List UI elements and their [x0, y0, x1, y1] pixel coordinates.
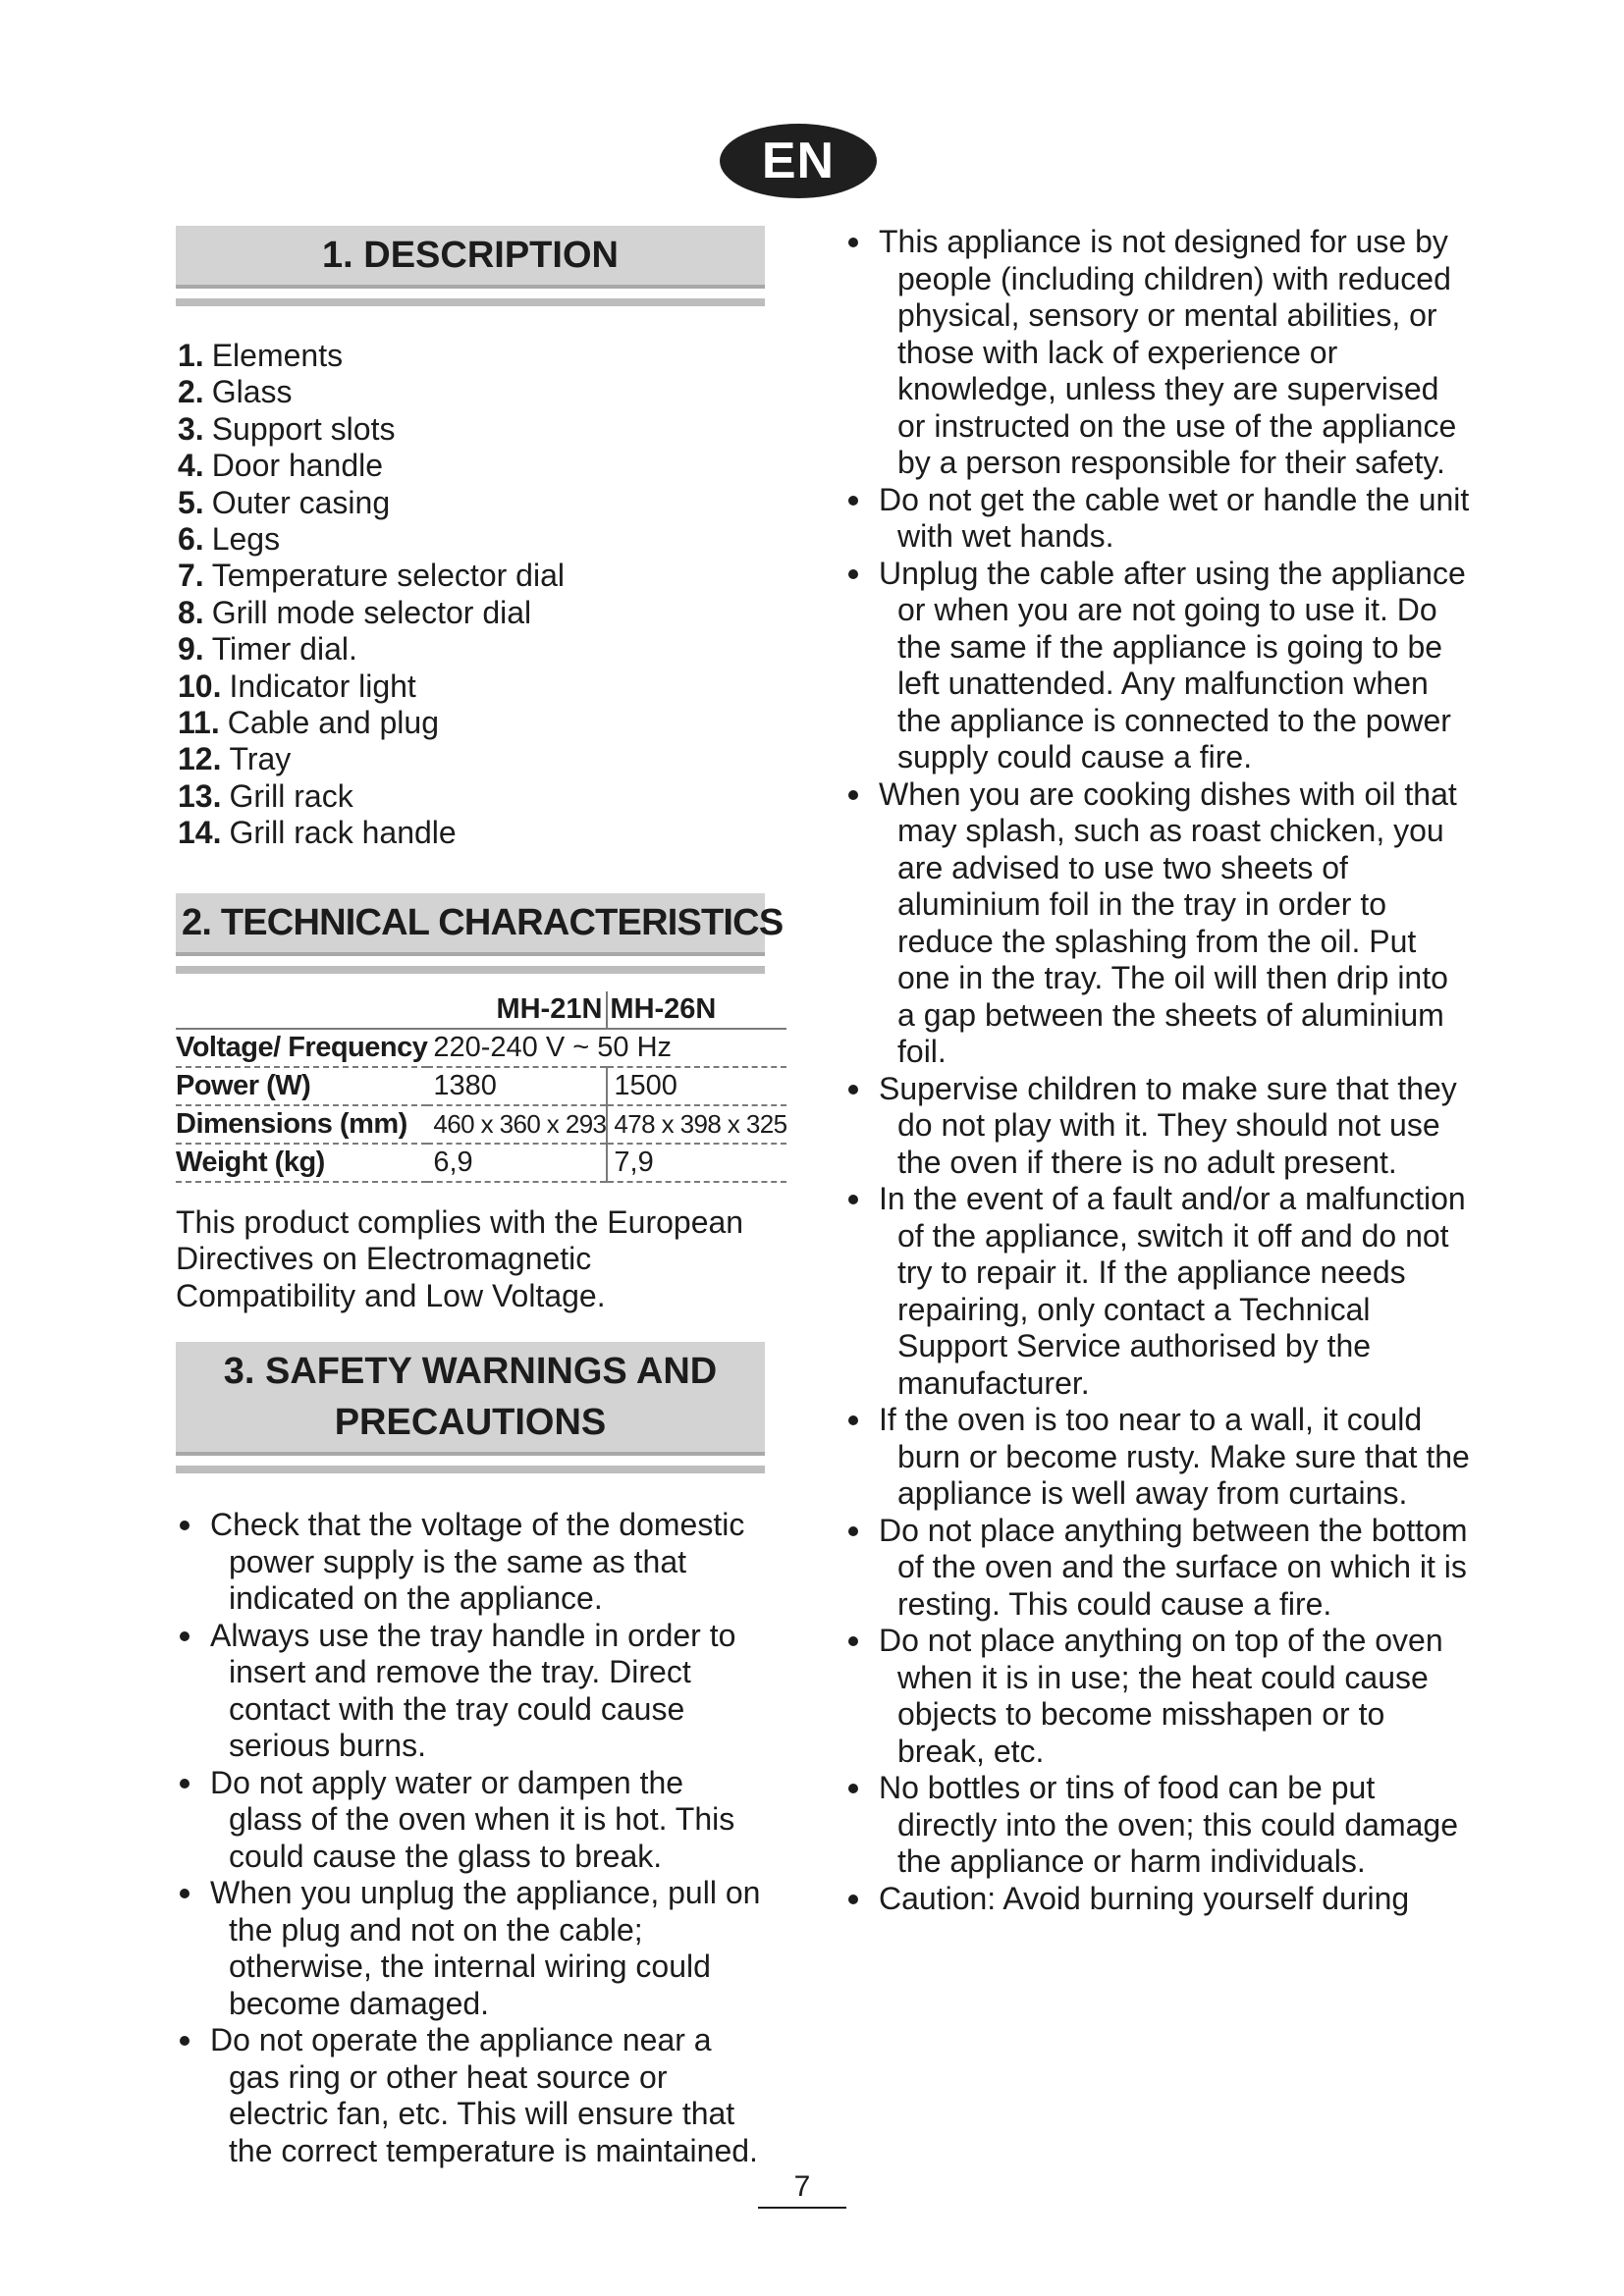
description-item [178, 668, 765, 705]
spec-row-voltage [176, 1029, 786, 1067]
safety-item-text: Do not apply water or dampen the glass of the oven when it is hot. This could cause the glass to break. [210, 1764, 735, 1874]
safety-item [844, 776, 1473, 1071]
item-label: Timer dial. [211, 631, 357, 667]
safety-item [844, 1071, 1473, 1182]
description-list [178, 338, 765, 852]
bullet-icon [848, 1526, 858, 1536]
description-item [178, 595, 765, 631]
safety-item-text: Supervise children to make sure that they do not play with it. They should not use the oven if there is no adult present. [879, 1070, 1457, 1180]
spec-value: 220-240 V ~ 50 Hz [427, 1029, 786, 1067]
item-label: Tray [229, 741, 292, 777]
safety-item-text: Do not place anything between the bottom of the oven and the surface on which it is resting. This could cause a fire. [879, 1512, 1468, 1622]
safety-heading-line1: 3. SAFETY WARNINGS AND [223, 1351, 718, 1393]
technical-heading: 2. TECHNICAL CHARACTERISTICS [176, 893, 765, 956]
spec-table [176, 991, 786, 1183]
item-label: Indicator light [229, 667, 416, 704]
spec-label: Voltage/ Frequency [176, 1029, 427, 1067]
bullet-icon [180, 2036, 189, 2046]
safety-item [176, 1875, 765, 2022]
item-label: Grill rack [229, 777, 353, 814]
safety-item [844, 1513, 1473, 1624]
left-column [176, 226, 787, 2169]
safety-item [176, 1765, 765, 1876]
spec-row-weight [176, 1144, 786, 1182]
safety-item [844, 482, 1473, 556]
item-number: 14. [178, 815, 222, 851]
description-item [178, 338, 765, 374]
item-label: Grill mode selector dial [211, 594, 532, 630]
item-label: Support slots [211, 410, 396, 447]
item-label: Door handle [211, 448, 384, 484]
spec-header-row [176, 991, 786, 1029]
item-number: 12. [178, 741, 222, 777]
item-number: 6. [178, 521, 204, 558]
safety-heading [176, 1342, 765, 1456]
description-item [178, 521, 765, 558]
safety-item [844, 1402, 1473, 1513]
safety-list-left [176, 1507, 765, 2169]
item-number: 1. [178, 338, 204, 373]
safety-item-text: Always use the tray handle in order to insert and remove the tray. Direct contact with the tray could cause serious burns. [210, 1617, 736, 1764]
bullet-icon [848, 1895, 858, 1904]
item-number: 9. [178, 631, 204, 667]
description-item [178, 778, 765, 815]
spec-label: Weight (kg) [176, 1144, 427, 1182]
item-number: 7. [178, 558, 204, 594]
item-number: 2. [178, 374, 204, 410]
bullet-icon [848, 790, 858, 800]
spec-label: Power (W) [176, 1067, 427, 1105]
item-label: Outer casing [211, 484, 391, 520]
spec-value: 6,9 [427, 1144, 607, 1182]
safety-item-text: When you unplug the appliance, pull on the plug and not on the cable; otherwise, the internal wiring could become damaged. [210, 1875, 761, 2021]
safety-item [844, 556, 1473, 776]
safety-list-right [844, 224, 1473, 1917]
spec-row-dimensions [176, 1105, 786, 1144]
safety-item-text: Do not operate the appliance near a gas ring or other heat source or electric fan, etc. This will ensure that the correct temperature is maintained. [210, 2022, 758, 2168]
safety-item-text: Do not place anything on top of the oven when it is in use; the heat could cause objects to become misshapen or to break, etc. [879, 1623, 1443, 1769]
bullet-icon [180, 1779, 189, 1789]
safety-item [176, 1507, 765, 1618]
safety-item [844, 224, 1473, 482]
model-mh26n: MH-26N [607, 991, 786, 1029]
bullet-icon [180, 1631, 189, 1641]
safety-item-text: Check that the voltage of the domestic power supply is the same as that indicated on the appliance. [210, 1507, 745, 1617]
item-number: 3. [178, 410, 204, 447]
safety-item-text: When you are cooking dishes with oil that may splash, such as roast chicken, you are advised to use two sheets of aluminium foil in the tray in order to reduce the splashing from the oil. Put one in the tray. The oil will then drip into a gap between the sheets of aluminium foil. [879, 775, 1457, 1069]
bullet-icon [848, 496, 858, 506]
bullet-icon [848, 1636, 858, 1646]
bullet-icon [848, 569, 858, 579]
item-number: 4. [178, 448, 204, 484]
safety-item [844, 1881, 1473, 1918]
spec-value: 7,9 [607, 1144, 786, 1182]
item-number: 10. [178, 667, 222, 704]
safety-item-text: Do not get the cable wet or handle the unit with wet hands. [879, 481, 1470, 554]
item-label: Legs [211, 521, 281, 558]
description-heading: 1. DESCRIPTION [176, 226, 765, 289]
spec-value: 478 x 398 x 325 [607, 1105, 786, 1144]
description-item [178, 558, 765, 594]
description-item [178, 485, 765, 521]
safety-item [844, 1181, 1473, 1402]
description-item [178, 705, 765, 741]
bullet-icon [848, 238, 858, 247]
safety-item-text: This appliance is not designed for use by people (including children) with reduced physical, sensory or mental abilities, or those with lack of experience or knowledge, unless they are supervised or instructed on the use of the appliance by a person responsible for their safety. [879, 224, 1457, 480]
language-badge: EN [720, 124, 877, 198]
item-label: Glass [211, 374, 293, 410]
description-item [178, 741, 765, 777]
safety-item [176, 1618, 765, 1765]
spec-label: Dimensions (mm) [176, 1105, 427, 1144]
description-item [178, 448, 765, 484]
safety-item-text: If the oven is too near to a wall, it could burn or become rusty. Make sure that the appliance is well away from curtains. [879, 1402, 1470, 1511]
safety-item-text: Caution: Avoid burning yourself during [879, 1880, 1410, 1916]
bullet-icon [848, 1195, 858, 1204]
bullet-icon [848, 1784, 858, 1793]
safety-item [844, 1770, 1473, 1881]
right-column [844, 224, 1473, 1917]
section-divider [176, 1466, 765, 1473]
section-divider [176, 966, 765, 974]
bullet-icon [180, 1521, 189, 1530]
item-number: 11. [178, 705, 220, 741]
safety-item-text: In the event of a fault and/or a malfunction of the appliance, switch it off and do not try to repair it. If the appliance needs repairing, only contact a Technical Support Service authorised by the manufacturer. [879, 1181, 1466, 1401]
spec-value: 1500 [607, 1067, 786, 1105]
item-number: 13. [178, 777, 222, 814]
description-item [178, 411, 765, 448]
description-item [178, 374, 765, 410]
safety-item [844, 1623, 1473, 1770]
section-divider [176, 298, 765, 306]
spec-value: 1380 [427, 1067, 607, 1105]
spec-row-power [176, 1067, 786, 1105]
safety-item [176, 2022, 765, 2169]
item-label: Grill rack handle [229, 815, 457, 851]
spec-value: 460 x 360 x 293 [427, 1105, 607, 1144]
safety-item-text: No bottles or tins of food can be put directly into the oven; this could damage the appliance or harm individuals. [879, 1770, 1458, 1879]
bullet-icon [848, 1085, 858, 1095]
description-item [178, 815, 765, 851]
item-number: 8. [178, 594, 204, 630]
safety-item-text: Unplug the cable after using the appliance or when you are not going to use it. Do the same if the appliance is going to be left unattended. Any malfunction when the appliance is connected to the power supply could cause a fire. [879, 555, 1466, 774]
item-number: 5. [178, 484, 204, 520]
item-label: Cable and plug [227, 705, 439, 741]
page-number: 7 [758, 2167, 846, 2209]
item-label: Elements [211, 338, 344, 373]
safety-heading-line2: PRECAUTIONS [334, 1402, 607, 1444]
item-label: Temperature selector dial [211, 558, 565, 594]
compliance-text: This product complies with the European Directives on Electromagnetic Compatibility and Low Voltage. [176, 1203, 744, 1313]
description-item [178, 631, 765, 667]
bullet-icon [180, 1889, 189, 1898]
model-mh21n: MH-21N [427, 991, 607, 1029]
bullet-icon [848, 1415, 858, 1425]
